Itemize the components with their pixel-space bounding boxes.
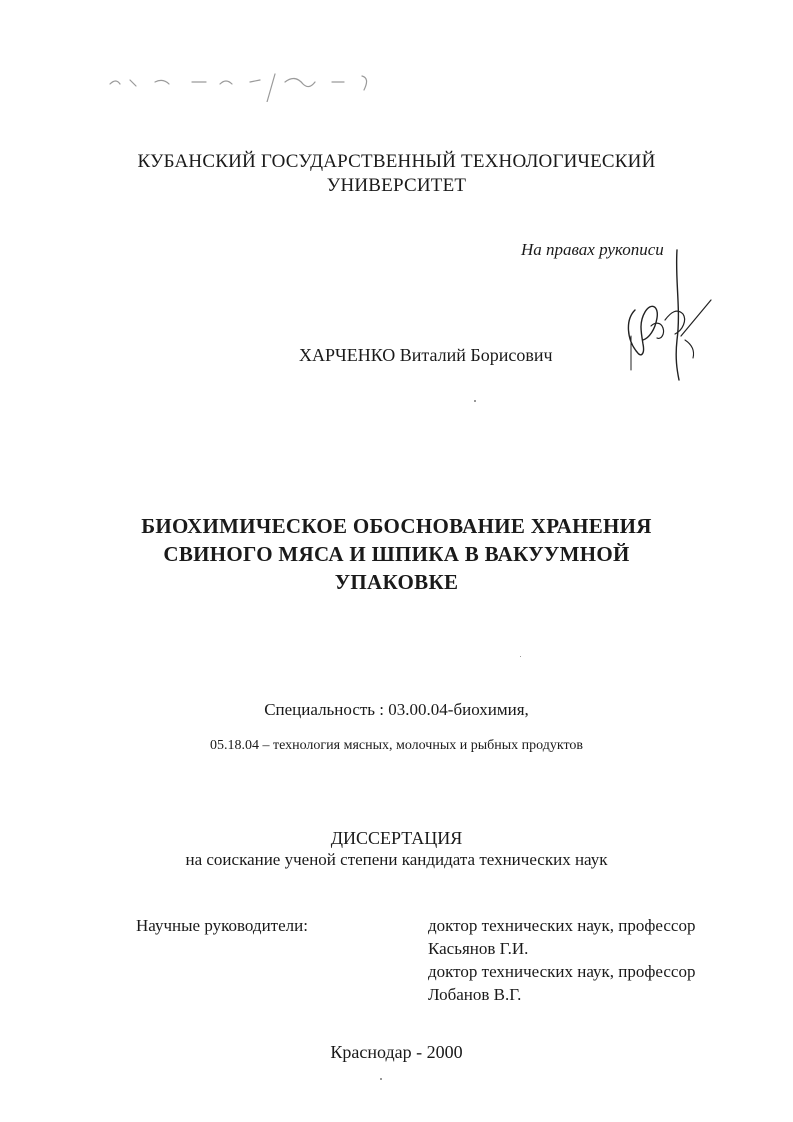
institution-name-line1: КУБАНСКИЙ ГОСУДАРСТВЕННЫЙ ТЕХНОЛОГИЧЕСКИЙ [137, 151, 656, 172]
specialty-line1: Специальность : 03.00.04-биохимия, [264, 700, 529, 719]
dissertation-title-line3: УПАКОВКЕ [334, 570, 459, 594]
scan-speck [380, 1078, 382, 1080]
scan-speck [474, 400, 476, 402]
dissertation-title-line1: БИОХИМИЧЕСКОЕ ОБОСНОВАНИЕ ХРАНЕНИЯ [141, 514, 652, 538]
advisor-degree: доктор технических наук, профессор [428, 962, 696, 981]
advisor-degree: доктор технических наук, профессор [428, 916, 696, 935]
specialty-line2: 05.18.04 – технология мясных, молочных и рыбных продуктов [209, 738, 584, 753]
advisor-name: Лобанов В.Г. [428, 985, 522, 1004]
dissertation-subtitle: на соискание ученой степени кандидата технических наук [185, 850, 608, 869]
institution-name-line2: УНИВЕРСИТЕТ [326, 175, 467, 196]
city-year: Краснодар - 2000 [330, 1042, 463, 1062]
pencil-note-scribble [100, 62, 400, 102]
dissertation-heading: ДИССЕРТАЦИЯ [330, 828, 463, 848]
advisor-name: Касьянов Г.И. [428, 939, 529, 958]
author-name: ХАРЧЕНКО Виталий Борисович [299, 345, 553, 365]
advisors-label: Научные руководители: [136, 916, 308, 935]
author-signature [615, 240, 725, 390]
scan-speck [520, 656, 521, 657]
dissertation-title-line2: СВИНОГО МЯСА И ШПИКА В ВАКУУМНОЙ [163, 542, 630, 566]
advisors-list [428, 914, 695, 1006]
manuscript-rights-note: На правах рукописи [521, 240, 664, 259]
